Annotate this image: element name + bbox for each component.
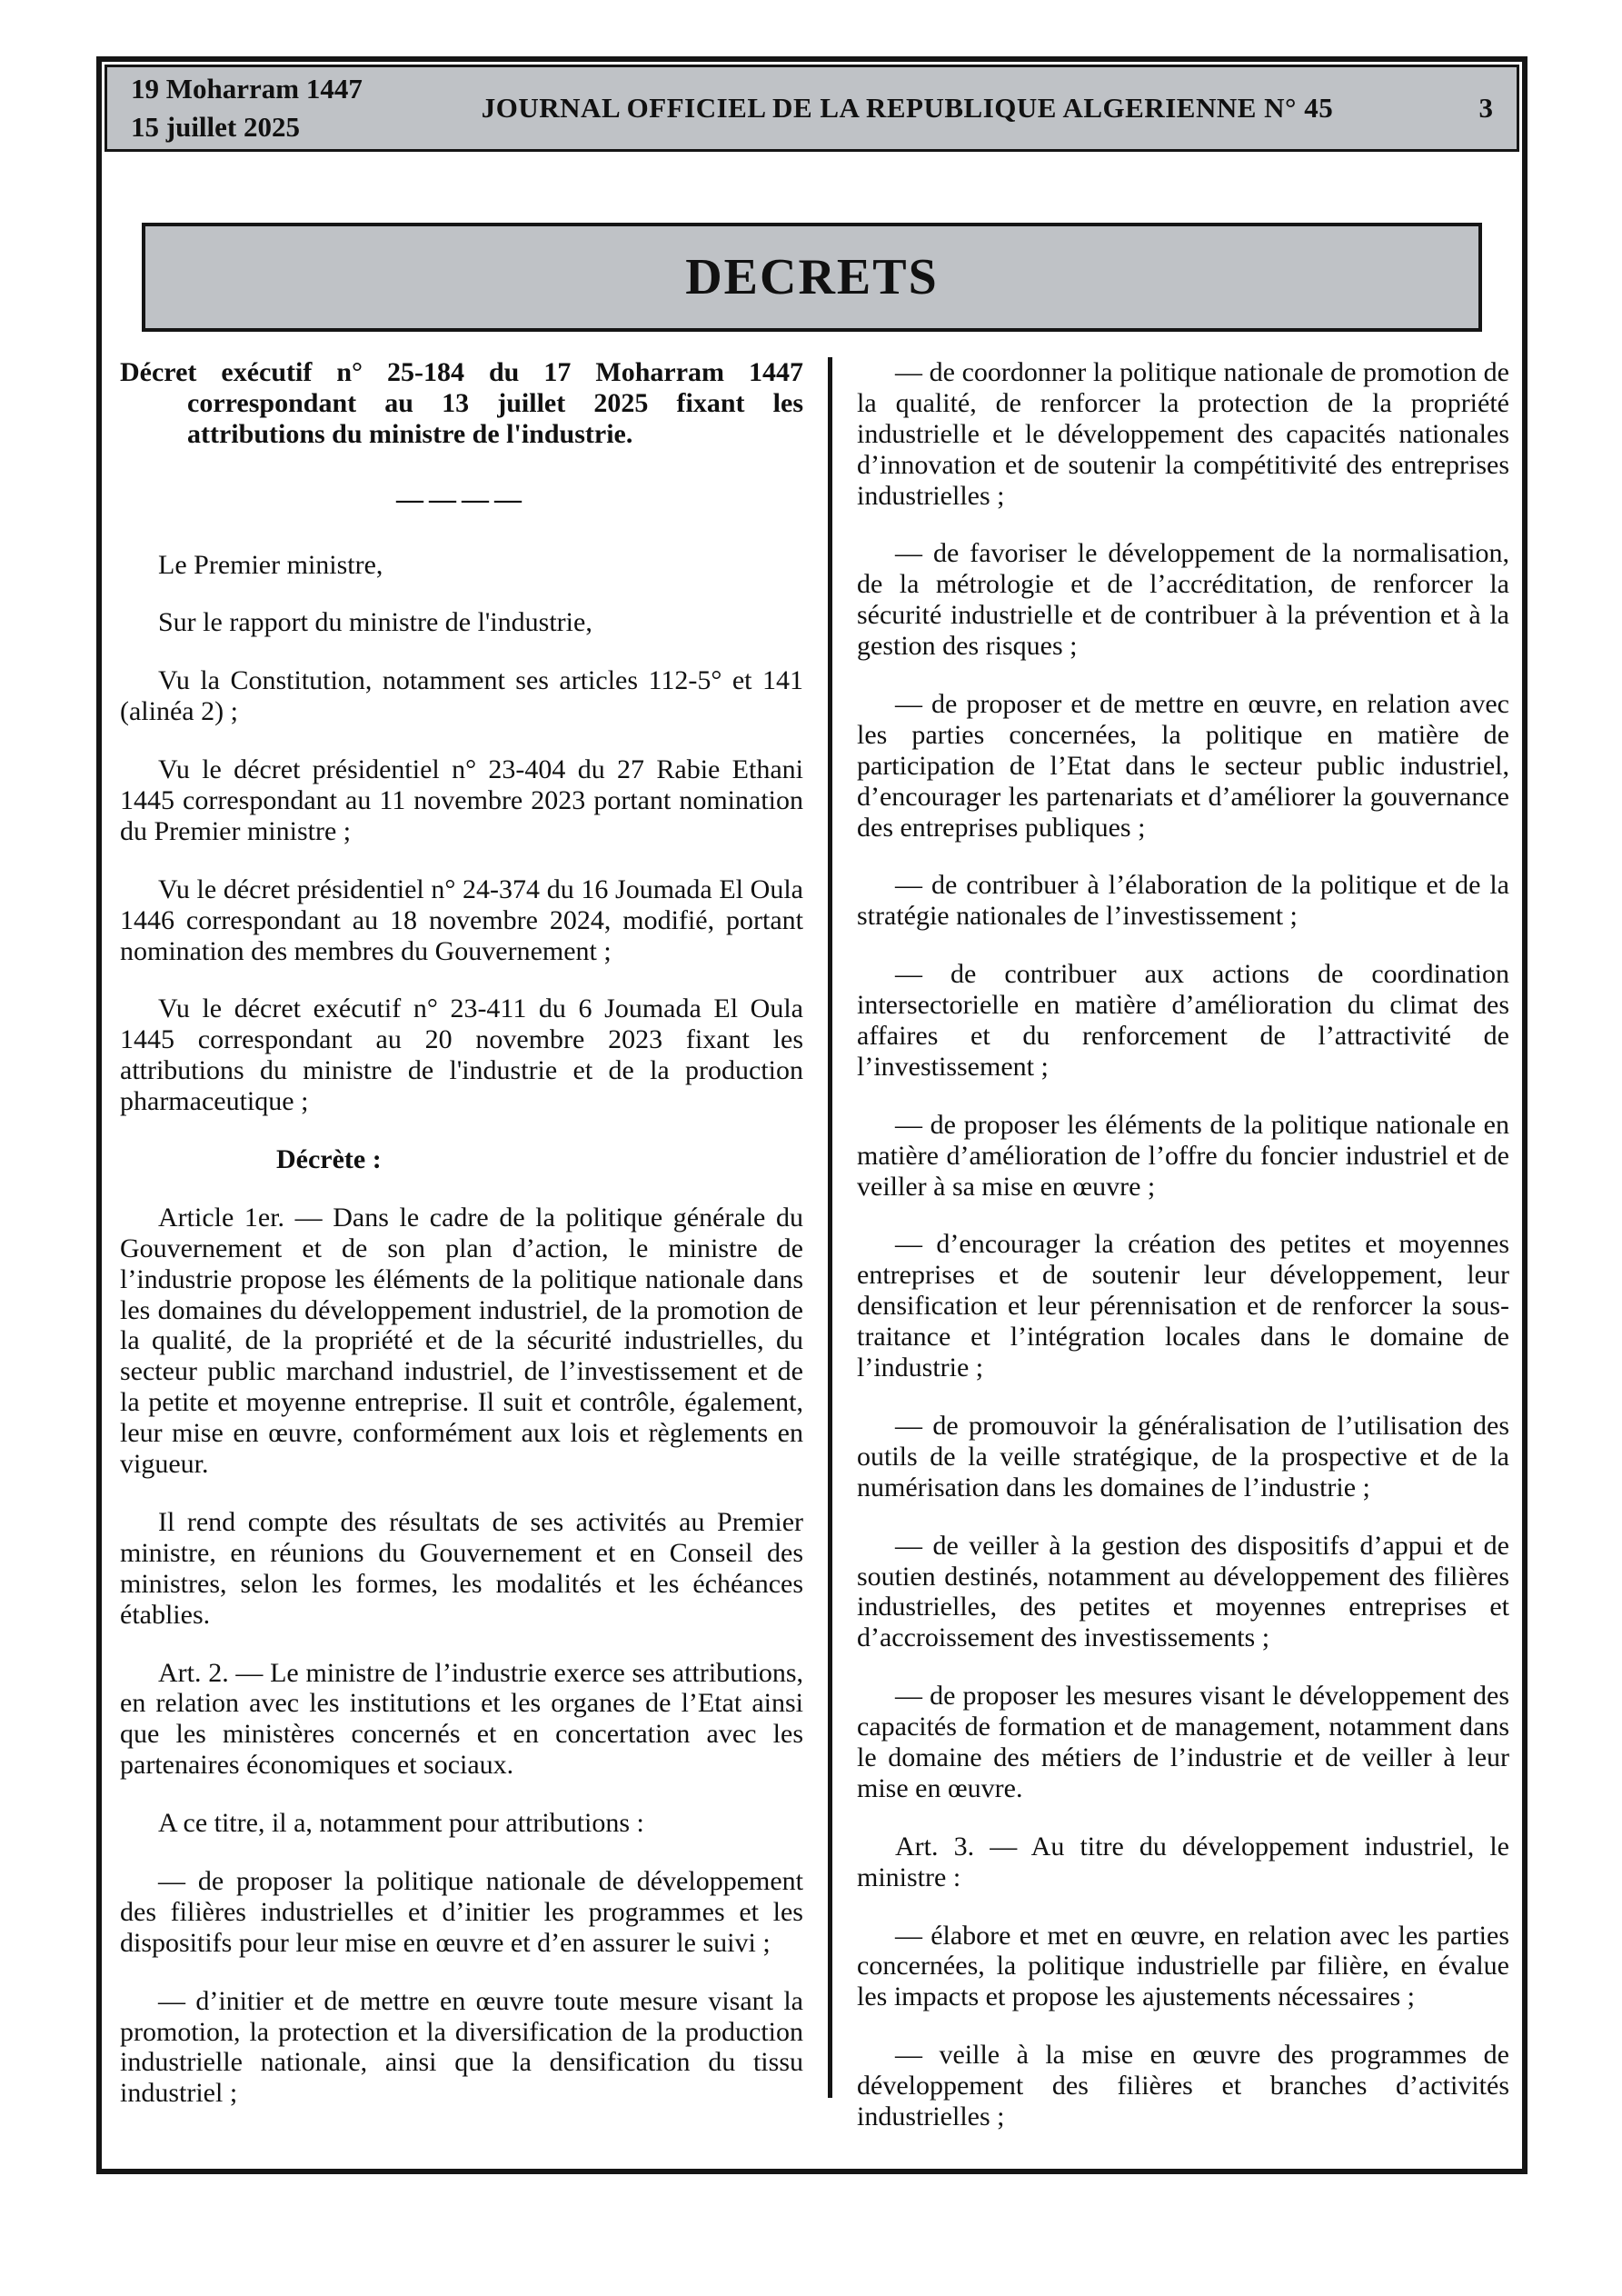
page-frame (96, 56, 1527, 2174)
list-item: — d’initier et de mettre en œuvre toute mesure visant la promotion, la protection et la diversification de la production industrielle nationale, ainsi que la densification du tissu industriel ; (120, 1985, 803, 2109)
list-item: — veille à la mise en œuvre des programmes de développement des filières et branches d’activités industrielles ; (857, 2040, 1509, 2131)
page-header (104, 65, 1519, 152)
list-item: — de promouvoir la généralisation de l’utilisation des outils de la veille stratégique, de la prospective et de la numérisation dans les domaines de l’industrie ; (857, 1410, 1509, 1502)
paragraph: A ce titre, il a, notamment pour attributions : (158, 1808, 644, 1839)
article-2-paragraph: Art. 2. — Le ministre de l’industrie exerce ses attributions, en relation avec les institutions et les organes de l’Etat ainsi que les ministères concernés et en concertation avec les partenaires économiques et sociaux. (120, 1657, 803, 1781)
list-item: — de proposer les mesures visant le développement des capacités de formation et de management, notamment dans le domaine des métiers de l’industrie et de veiller à leur mise en œuvre. (857, 1681, 1509, 1803)
article-3-paragraph: Art. 3. — Au titre du développement industriel, le ministre : (857, 1831, 1509, 1892)
list-item: — d’encourager la création des petites et moyennes entreprises et de soutenir leur développement, leur densification et leur pérennisation et de renforcer la sous-traitance et l’intégration locales dans le domaine de l’industrie ; (857, 1229, 1509, 1383)
list-item: — de proposer et de mettre en œuvre, en relation avec les parties concernées, la politique en matière de participation de l’Etat dans le secteur public industriel, d’encourager les partenariats et d’améliorer la gouvernance des entreprises publiques ; (857, 689, 1509, 843)
decree-body (120, 352, 1509, 2160)
article-1-paragraph: Article 1er. — Dans le cadre de la politique générale du Gouvernement et de son plan d’action, le ministre de l’industrie propose les éléments de la politique nationale dans les domaines du développement industriel, de la promotion de la qualité, de la propriété et de la sécurité industrielles, du secteur public marchand industriel, de l’investissement et de la petite et moyenne entreprise. Il suit et contrôle, également, leur mise en œuvre, conformément aux lois et règlements en vigueur. (120, 1202, 803, 1480)
list-item: — de favoriser le développement de la normalisation, de la métrologie et de l’accréditation, de renforcer la sécurité industrielle et de contribuer à la prévention et à la gestion des risques ; (857, 538, 1509, 662)
journal-title: JOURNAL OFFICIEL DE LA REPUBLIQUE ALGERIENNE N° 45 (481, 92, 1334, 124)
paragraph: Vu le décret présidentiel n° 23-404 du 27 Rabie Ethani 1445 correspondant au 11 novembre 2023 portant nomination du Premier ministre ; (120, 754, 803, 846)
list-item: — élabore et met en œuvre, en relation avec les parties concernées, la politique industrielle par filière, en évalue les impacts et propose les ajustements nécessaires ; (857, 1920, 1509, 2012)
section-title-box (142, 223, 1482, 332)
header-dates (131, 70, 385, 146)
decree-title: Décret exécutif n° 25-184 du 17 Moharram 1447 correspondant au 13 juillet 2025 fixant les attributions du ministre de l'industrie. (120, 357, 803, 449)
section-title: DECRETS (685, 249, 939, 305)
paragraph: Vu le décret exécutif n° 23-411 du 6 Joumada El Oula 1445 correspondant au 20 novembre 2023 fixant les attributions du ministre de l'industrie et de la production pharmaceutique ; (120, 993, 803, 1117)
column-divider (828, 357, 832, 2098)
list-item: — de contribuer à l’élaboration de la politique et de la stratégie nationales de l’investissement ; (857, 870, 1509, 932)
paragraph: Le Premier ministre, (158, 549, 383, 580)
paragraph: Vu la Constitution, notamment ses articles 112-5° et 141 (alinéa 2) ; (120, 665, 803, 727)
gregorian-date: 15 juillet 2025 (131, 111, 300, 143)
paragraph: Vu le décret présidentiel n° 24-374 du 16 Joumada El Oula 1446 correspondant au 18 novembre 2024, modifié, portant nomination des membres du Gouvernement ; (120, 873, 803, 966)
list-item: — de proposer la politique nationale de développement des filières industrielles et d’initier les programmes et les dispositifs pour leur mise en œuvre et d’en assurer le suivi ; (120, 1865, 803, 1958)
left-column (120, 352, 803, 2160)
list-item: — de contribuer aux actions de coordination intersectorielle en matière d’amélioration du climat des affaires et du renforcement de l’attractivité de l’investissement ; (857, 959, 1509, 1082)
page-number: 3 (1478, 92, 1493, 124)
title-separator: ———— (396, 484, 527, 514)
paragraph: Sur le rapport du ministre de l'industrie, (158, 607, 592, 638)
decrete-label: Décrète : (276, 1144, 382, 1175)
paragraph: Il rend compte des résultats de ses activités au Premier ministre, en réunions du Gouvernement et en Conseil des ministres, selon les formes, les modalités et les échéances établies. (120, 1506, 803, 1630)
list-item: — de coordonner la politique nationale de promotion de la qualité, de renforcer la protection de la propriété industrielle et le développement des capacités nationales d’innovation et de soutenir la compétitivité des entreprises industrielles ; (857, 357, 1509, 511)
list-item: — de veiller à la gestion des dispositifs d’appui et de soutien destinés, notamment au développement des filières industrielles, des petites et moyennes entreprises et d’accroissement des investissements ; (857, 1530, 1509, 1653)
hijri-date: 19 Moharram 1447 (131, 73, 363, 105)
right-column (857, 352, 1509, 2160)
list-item: — de proposer les éléments de la politique nationale en matière d’amélioration de l’offre du foncier industriel et de veiller à sa mise en œuvre ; (857, 1109, 1509, 1202)
